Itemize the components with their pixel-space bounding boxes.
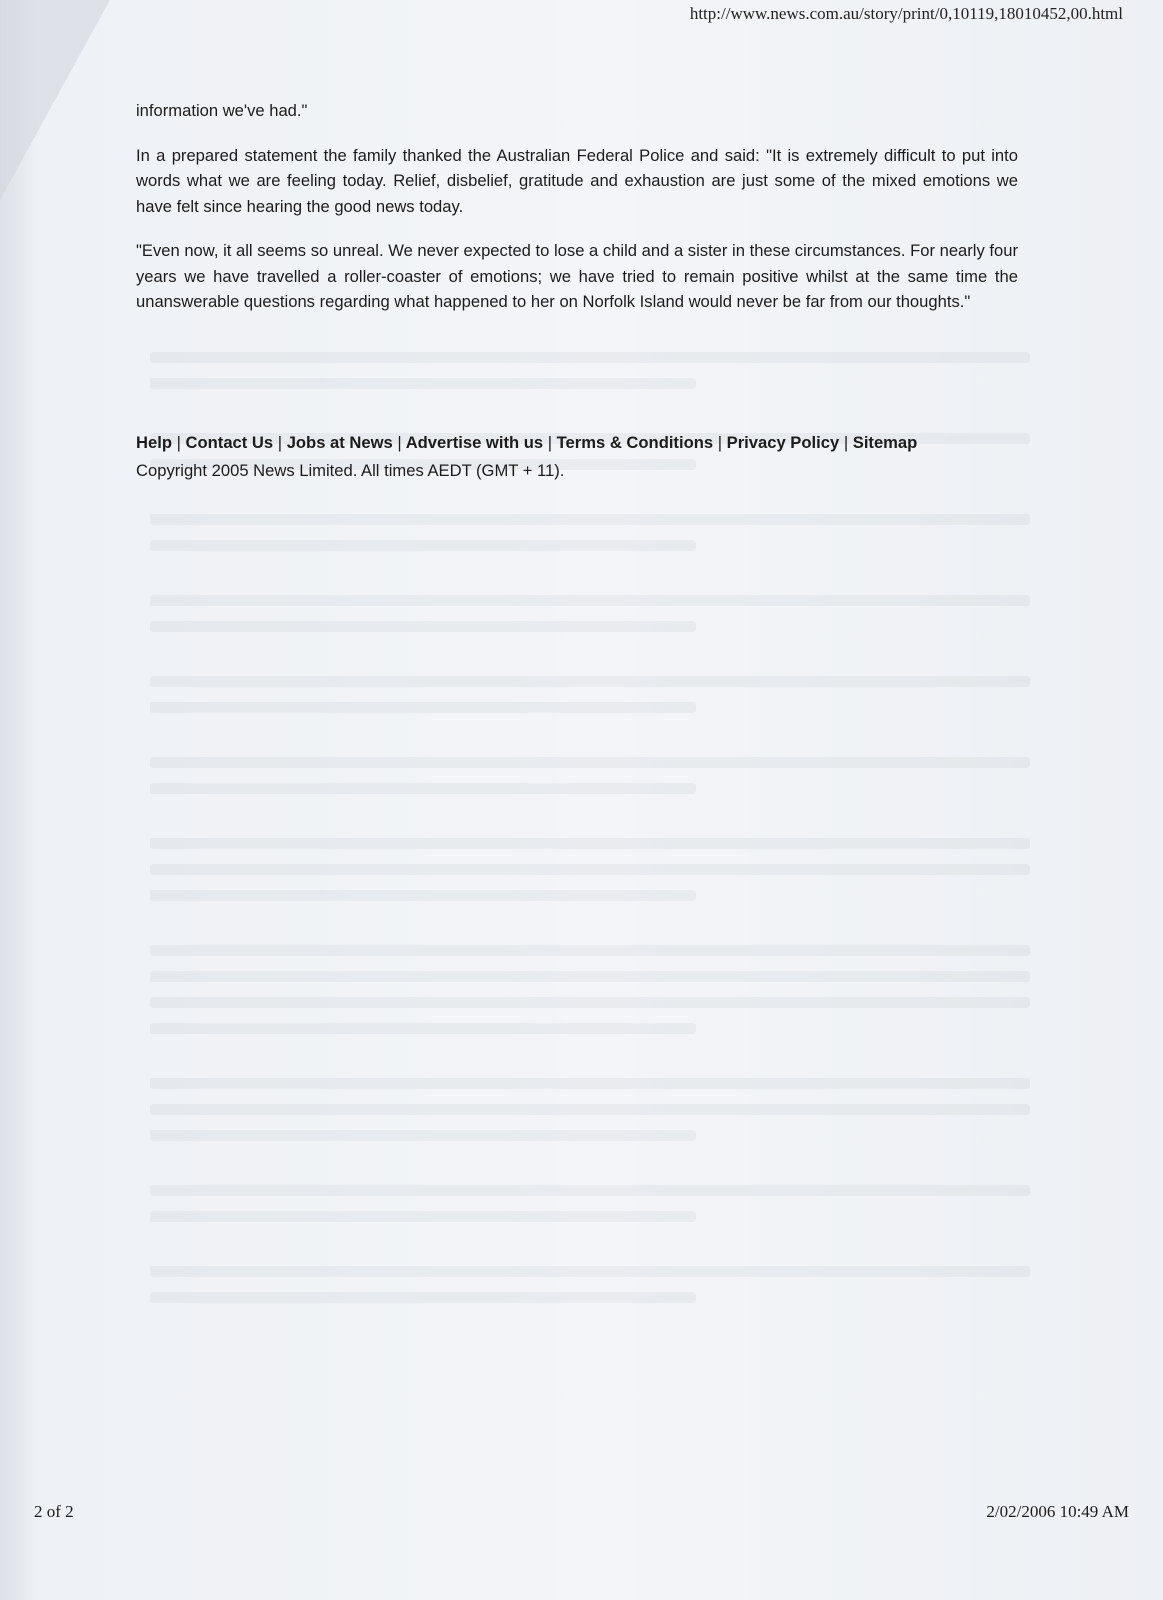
bleed-through-text [150,352,1030,1347]
page-number: 2 of 2 [34,1502,74,1521]
advertise-link[interactable]: Advertise with us [405,433,544,452]
link-separator: | [277,433,283,452]
link-separator: | [397,433,402,452]
privacy-policy-link[interactable]: Privacy Policy [726,433,840,452]
article-paragraph: "Even now, it all seems so unreal. We never expected to lose a child and a sister in these circumstances. For nearly four years we have travelled a roller-coaster of emotions; we have tried to remain positive whilst at the same time the unanswerable questions regarding what happened to her on Norfolk Island would never be far from our thoughts." [136,241,1018,311]
link-separator: | [843,433,849,452]
terms-link[interactable]: Terms & Conditions [556,433,714,452]
print-url: http://www.news.com.au/story/print/0,10119,18010452,00.html [689,4,1123,23]
link-separator: | [547,433,553,452]
contact-us-link[interactable]: Contact Us [185,433,274,452]
help-link[interactable]: Help [136,433,172,452]
print-timestamp: 2/02/2006 10:49 AM [986,1502,1129,1521]
folded-corner [0,0,110,200]
article-paragraph: In a prepared statement the family thanked the Australian Federal Police and said: "It is extremely difficult to put into words what we are feeling today. Relief, disbelief, gratitude and exhaustion are just some of the mixed emotions we have felt since hearing the good news today. [136,145,1018,216]
jobs-at-news-link[interactable]: Jobs at News [286,433,393,452]
article-body [136,98,1018,334]
copyright-notice: Copyright 2005 News Limited. All times AEDT (GMT + 11). [136,461,565,480]
link-separator: | [717,433,723,452]
sitemap-link[interactable]: Sitemap [852,433,918,452]
link-separator: | [176,433,181,452]
footer-links [136,433,1036,453]
article-paragraph: information we've had." [136,101,308,120]
